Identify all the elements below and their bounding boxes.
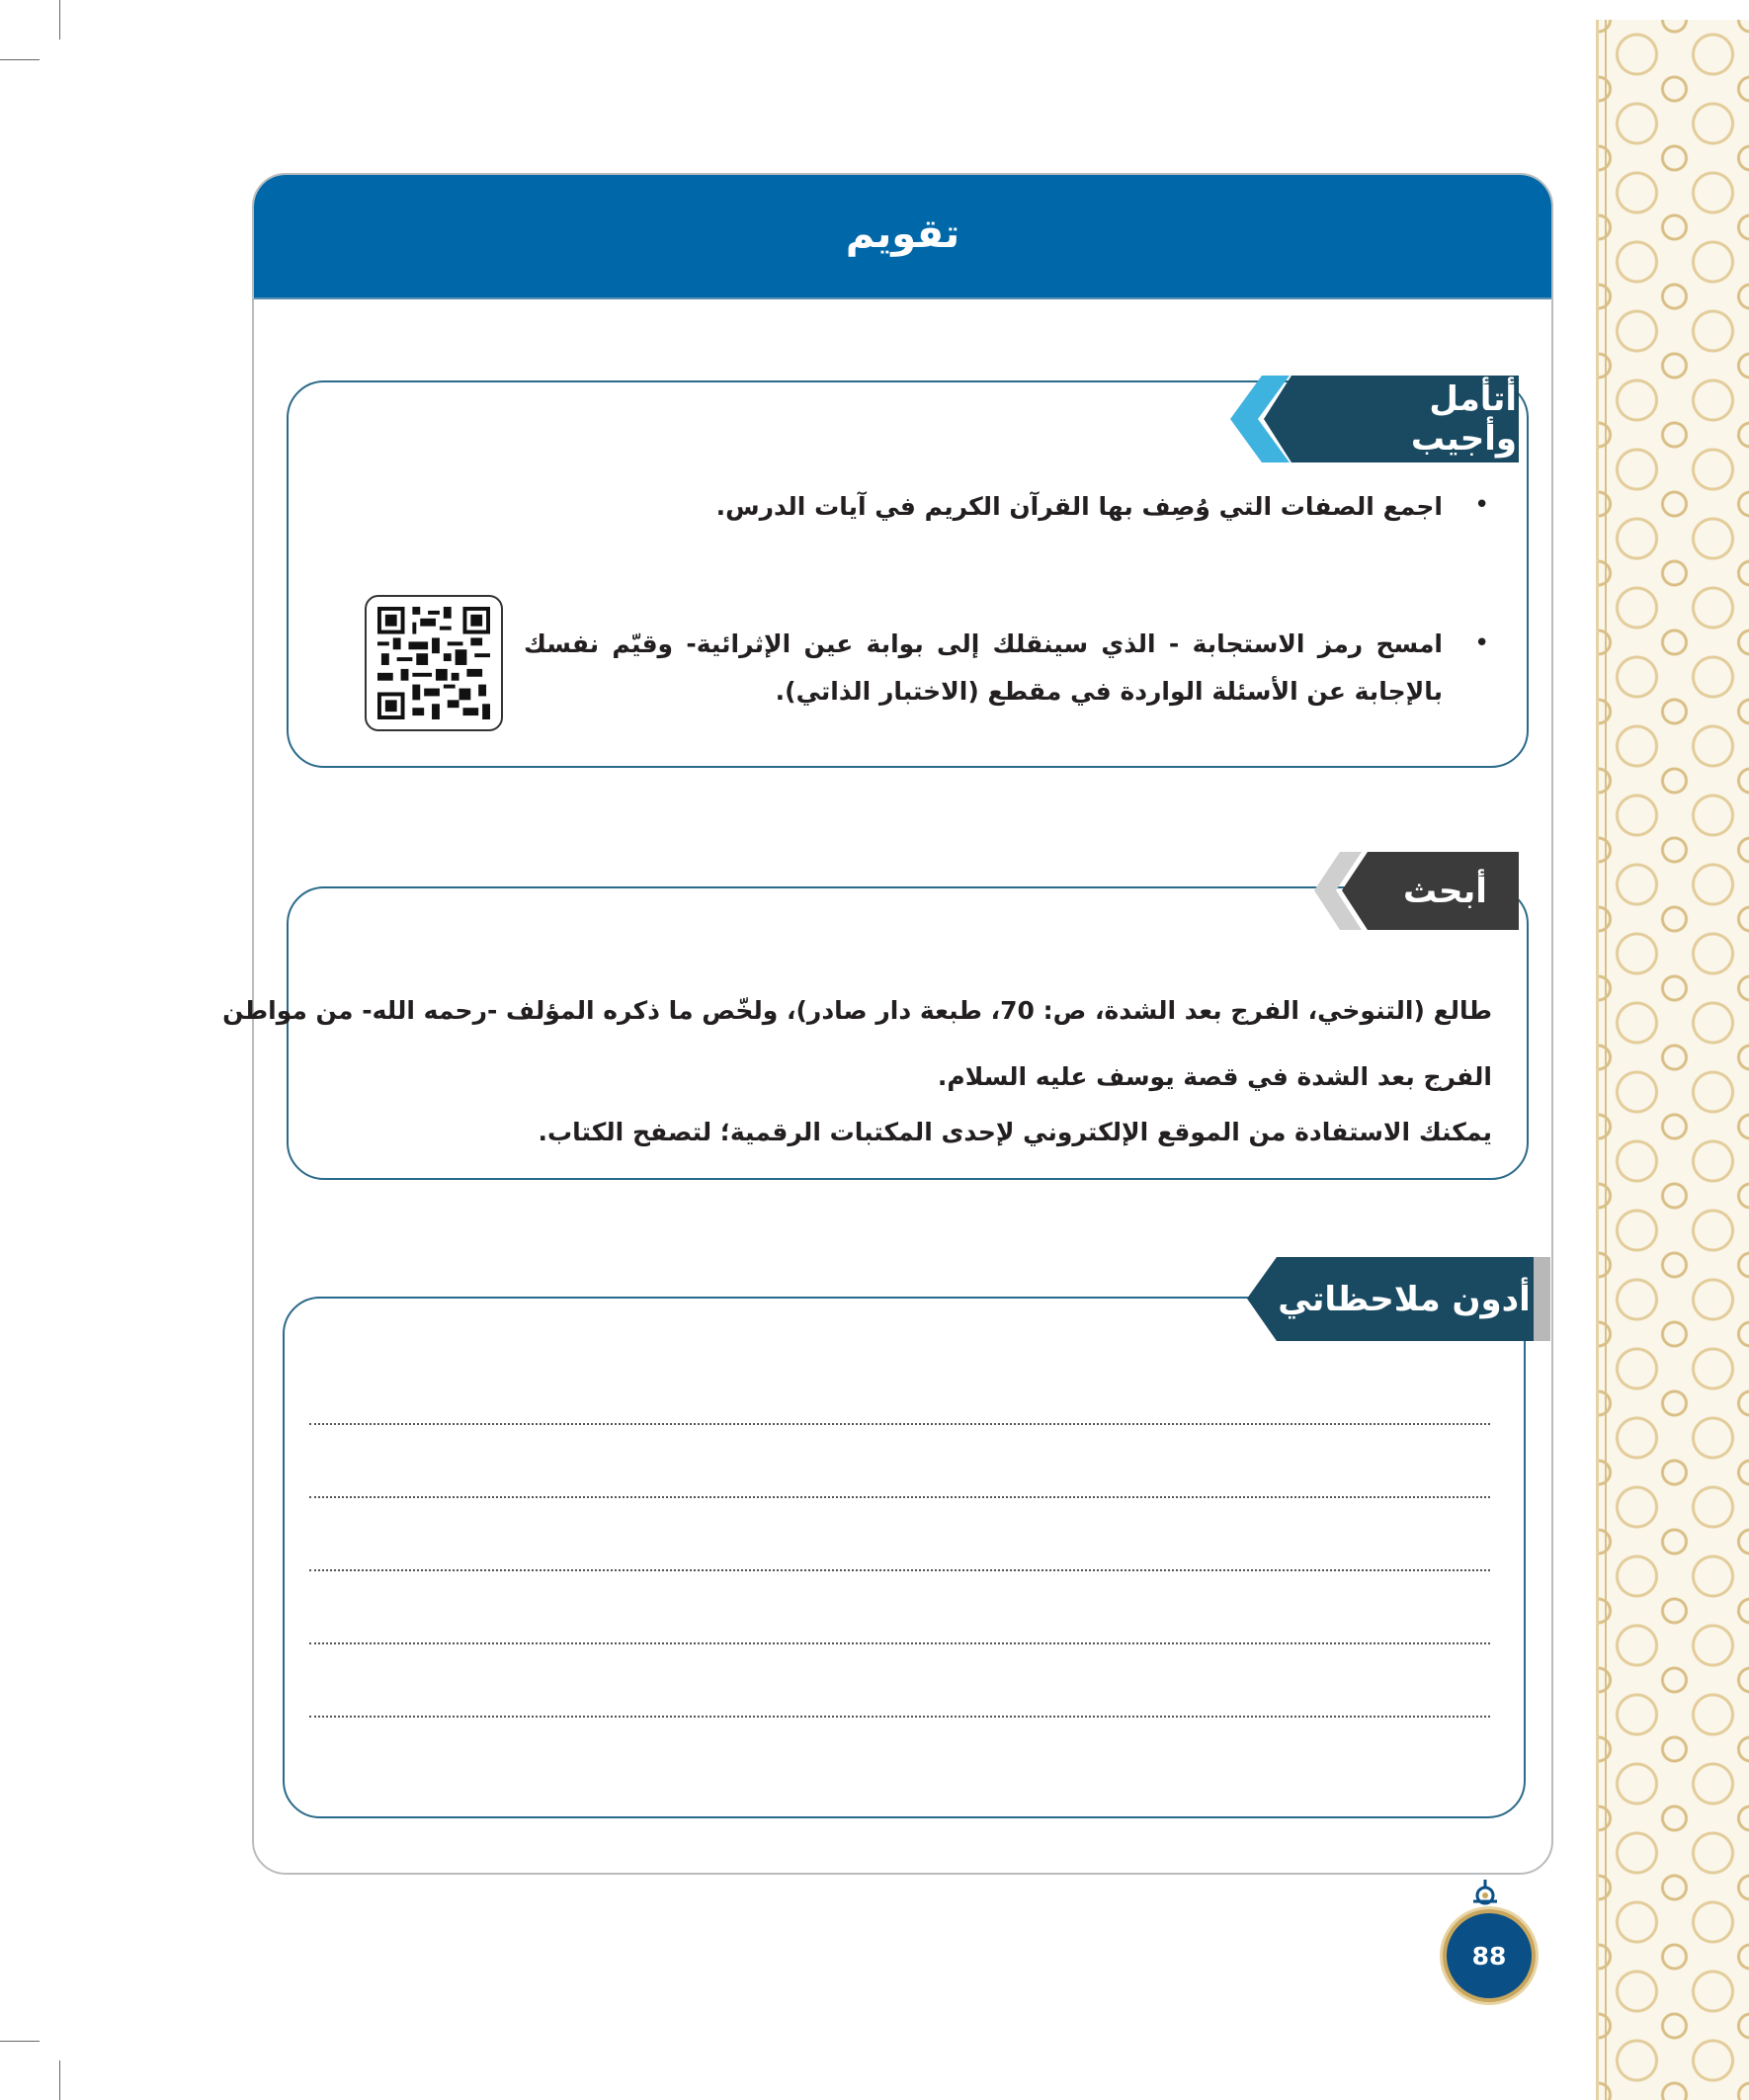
notes-tab — [1247, 1257, 1550, 1341]
research-title: أبحث — [1403, 871, 1487, 911]
bullet-icon: • — [1474, 629, 1490, 658]
research-tab — [1314, 852, 1519, 930]
page-title: تقويم — [845, 211, 960, 257]
reflect-item-2-line-2: بالإجابة عن الأسئلة الواردة في مقطع (الاختبار الذاتي). — [775, 677, 1443, 706]
research-line-2: الفرج بعد الشدة في قصة يوسف عليه السلام. — [937, 1062, 1492, 1091]
notes-line[interactable] — [309, 1496, 1490, 1498]
reflect-item-2-line-1: امسح رمز الاستجابة - الذي سينقلك إلى بوابة عين الإثرائية- وقيّم نفسك — [524, 630, 1443, 658]
card-header — [254, 175, 1551, 299]
notes-line[interactable] — [309, 1642, 1490, 1644]
crop-mark — [0, 59, 40, 60]
crop-mark — [59, 0, 60, 40]
reflect-answer-tab — [1230, 376, 1519, 462]
decorative-border — [1596, 20, 1749, 2100]
qr-code-icon — [376, 607, 491, 719]
research-line-1: طالع (التنوخي، الفرج بعد الشدة، ص: 70، طبعة دار صادر)، ولخّص ما ذكره المؤلف -رحمه الله- من مواطن — [222, 996, 1492, 1025]
notes-line[interactable] — [309, 1423, 1490, 1425]
qr-code[interactable] — [365, 595, 503, 731]
notes-title: أدون ملاحظاتي — [1278, 1279, 1531, 1319]
reflect-answer-title: أتأمل وأجيب — [1410, 379, 1517, 459]
notes-line[interactable] — [309, 1716, 1490, 1718]
notes-line[interactable] — [309, 1569, 1490, 1571]
crop-mark — [0, 2041, 40, 2042]
ornament-icon — [1469, 1880, 1501, 1911]
bullet-icon: • — [1474, 490, 1490, 520]
notes-box — [283, 1297, 1526, 1818]
crop-mark — [59, 2060, 60, 2100]
research-line-3: يمكنك الاستفادة من الموقع الإلكتروني لإحدى المكتبات الرقمية؛ لتصفح الكتاب. — [538, 1118, 1492, 1146]
page-number: 88 — [1443, 1909, 1536, 2002]
reflect-item-1: اجمع الصفات التي وُصِف بها القرآن الكريم في آيات الدرس. — [715, 492, 1443, 521]
